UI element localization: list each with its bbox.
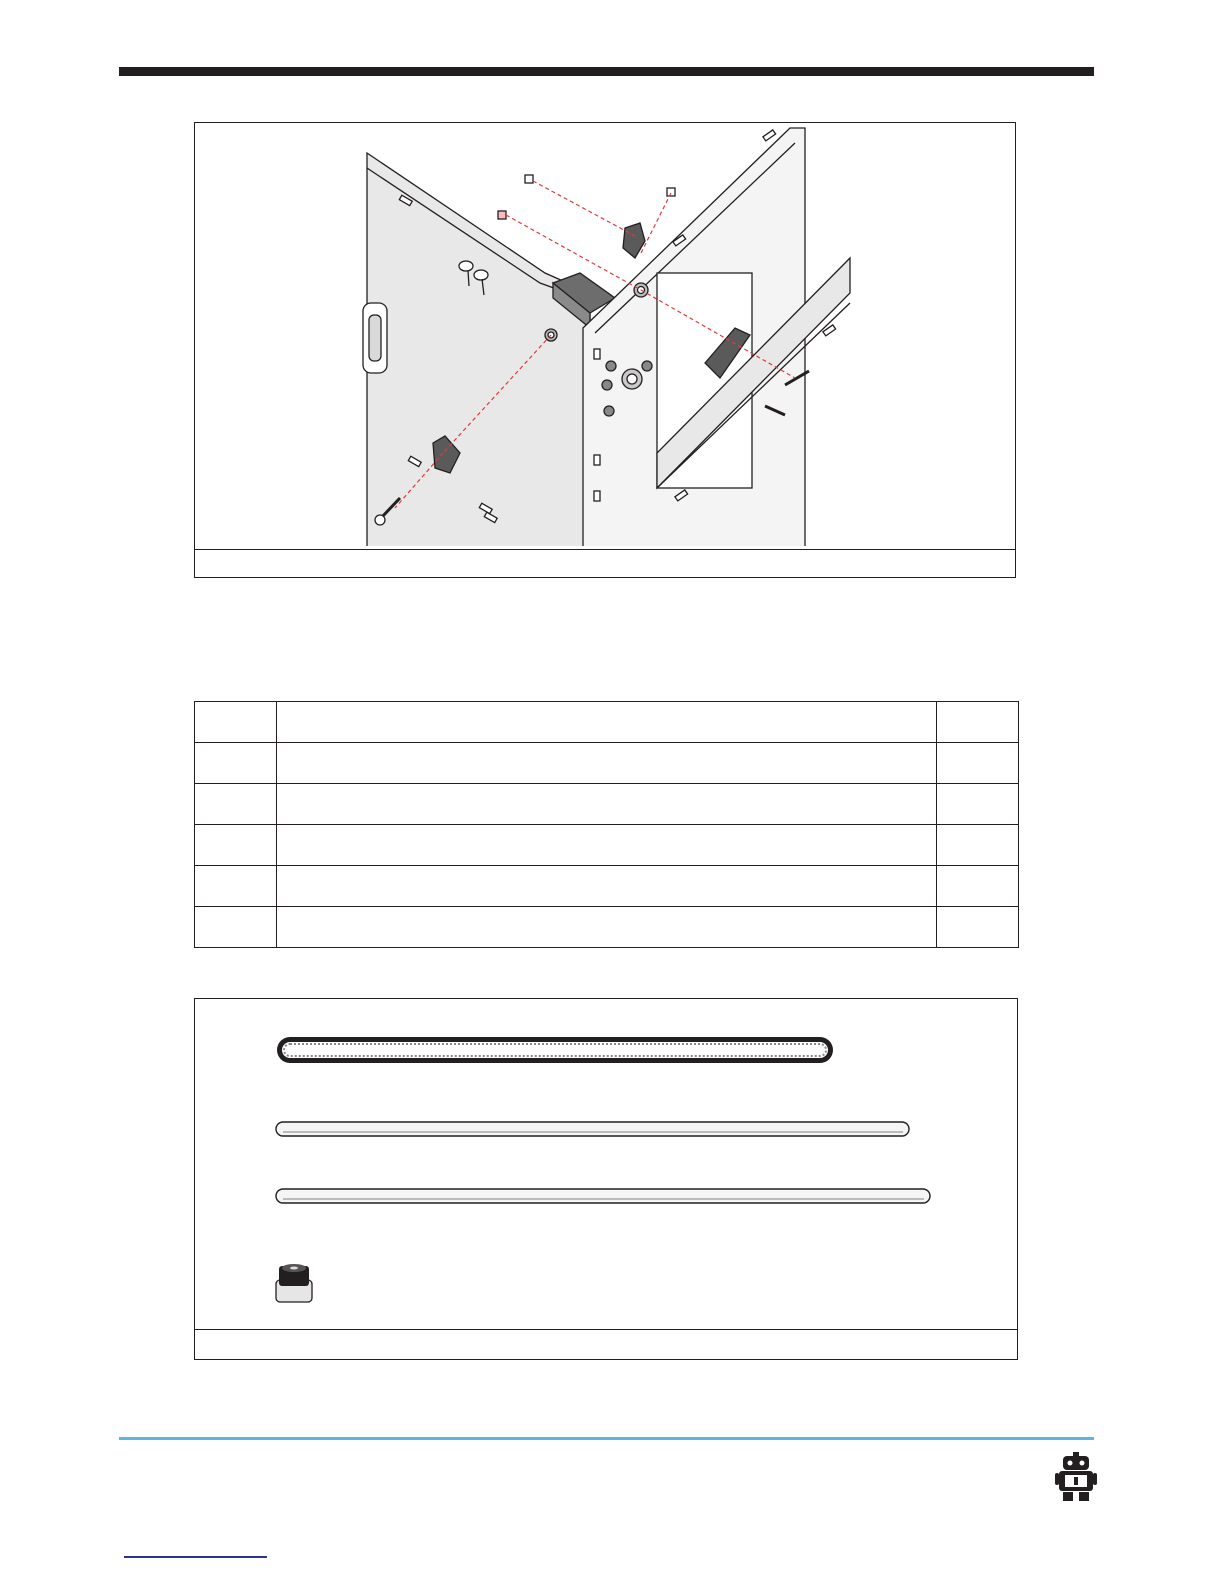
table-cell	[277, 866, 937, 907]
table-cell	[195, 907, 277, 948]
table-row	[195, 702, 1019, 743]
figure-caption	[195, 549, 1015, 577]
left-frame-panel	[367, 153, 590, 551]
table-cell	[277, 702, 937, 743]
table-cell	[277, 743, 937, 784]
footer-rule	[119, 1437, 1094, 1440]
table-cell	[277, 907, 937, 948]
table-cell	[195, 702, 277, 743]
table-row	[195, 825, 1019, 866]
table-cell	[195, 825, 277, 866]
timing-belt-icon	[276, 1036, 836, 1066]
header-rule	[119, 67, 1094, 76]
table-cell	[195, 784, 277, 825]
table-cell	[937, 743, 1019, 784]
table-row	[195, 907, 1019, 948]
table-row	[195, 743, 1019, 784]
table-cell	[937, 702, 1019, 743]
table-row	[195, 866, 1019, 907]
table-cell	[195, 866, 277, 907]
parts-caption	[195, 1329, 1017, 1359]
table-cell	[937, 784, 1019, 825]
table-cell	[277, 784, 937, 825]
table-cell	[937, 866, 1019, 907]
parts-table	[194, 701, 1019, 948]
frame-assembly-illustration	[195, 123, 1015, 551]
table-cell	[277, 825, 937, 866]
table-row	[195, 784, 1019, 825]
smooth-rod-icon	[275, 1188, 932, 1206]
smooth-rod-icon	[275, 1121, 911, 1139]
pulley-icon	[274, 1262, 316, 1304]
assembly-figure	[194, 122, 1016, 578]
robot-logo-icon	[1055, 1452, 1097, 1502]
table-cell	[937, 825, 1019, 866]
table-cell	[195, 743, 277, 784]
table-cell	[937, 907, 1019, 948]
footer-link-underline[interactable]	[124, 1556, 267, 1558]
